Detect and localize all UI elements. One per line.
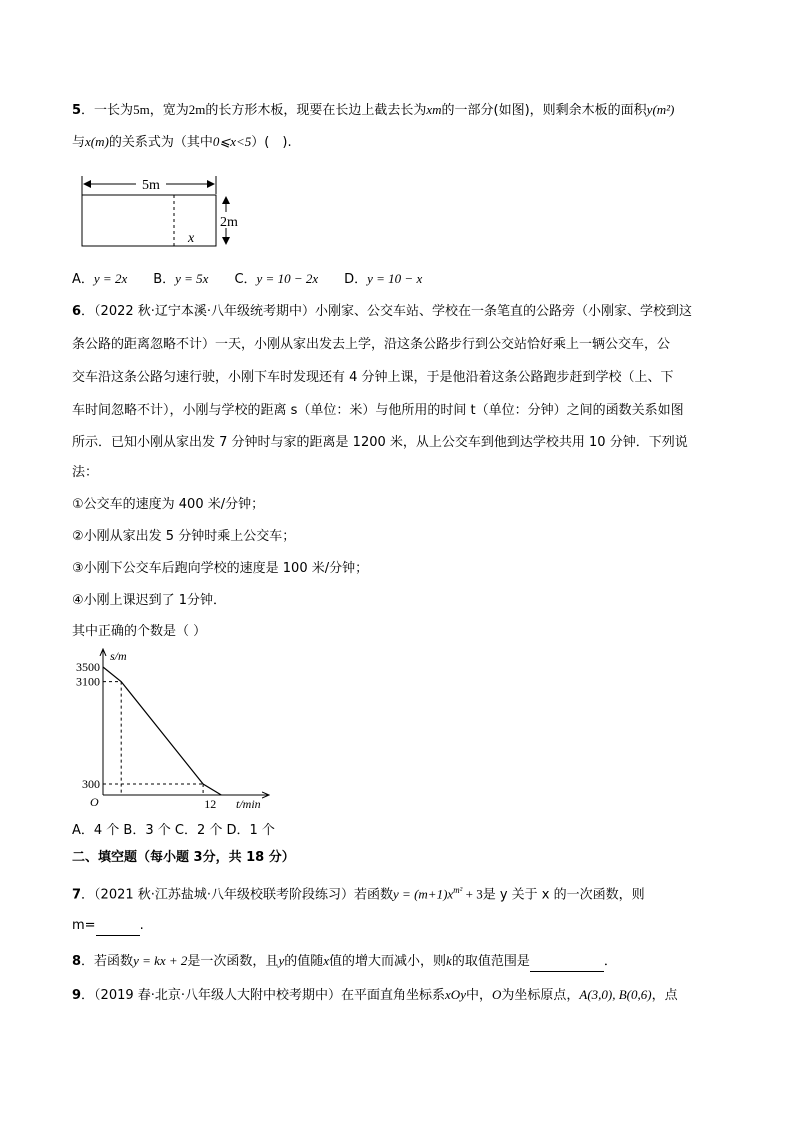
q5-board-figure	[76, 170, 246, 252]
q6-line1: 6．（2022 秋·辽宁本溪·八年级统考期中）小刚家、公交车站、学校在一条笔直的公路旁（小刚家、学校到这	[72, 304, 693, 319]
q6-number: 6	[72, 304, 82, 319]
q5-line1: 5．一长为5m，宽为2m的长方形木板，现要在长边上截去长为xm的一部分(如图)，则剩余木板的面积y(m²)	[72, 102, 675, 118]
q5-option-c[interactable]: C．y = 10 − 2x	[234, 271, 319, 287]
length-label: 5m	[142, 178, 160, 193]
board-rect	[82, 195, 216, 246]
q7-line2: m= .	[72, 916, 144, 936]
y-axis-label: s/m	[110, 649, 127, 663]
x-label: x	[188, 231, 195, 246]
y-tick-300: 300	[82, 777, 100, 792]
q7-answer-blank[interactable]	[96, 921, 140, 936]
q6-line5: 所示．已知小刚从家出发 7 分钟时与家的距离是 1200 米，从上公交车到他到达学校共用 10 分钟．下列说	[72, 435, 688, 450]
q6-statement-3: ③小刚下公交车后跑向学校的速度是 100 米/分钟；	[72, 561, 369, 576]
q6-line2: 条公路的距离忽略不计）一天，小刚从家出发去上学，沿这条公路步行到公交站恰好乘上一辆公交车，公	[72, 337, 671, 352]
q9-line: 9．（2019 春·北京·八年级人大附中校考期中）在平面直角坐标系xOy中，O为坐标原点，A(3,0), B(0,6)，点	[72, 987, 678, 1003]
x-tick-12: 12	[204, 797, 217, 811]
q6-distance-time-chart	[70, 646, 280, 816]
q8-line: 8．若函数y = kx + 2是一次函数，且y的值随x值的增大而减小，则k的取值范围是 ．	[72, 951, 617, 972]
q5-line2: 与x(m)的关系式为（其中0⩽x<5）( ).	[72, 134, 292, 150]
q5-number: 5	[72, 103, 82, 118]
q7-number: 7	[72, 887, 82, 903]
q6-prompt: 其中正确的个数是（ ）	[72, 624, 207, 639]
q6-line3: 交车沿这条公路匀速行驶，小刚下车时发现还有 4 分钟上课，于是他沿着这条公路跑步赶到学校（上、下	[72, 370, 674, 385]
x-axis-label: t/min	[236, 797, 261, 811]
q8-answer-blank[interactable]	[530, 957, 604, 972]
width-label: 2m	[220, 215, 238, 230]
q6-statement-1: ①公交车的速度为 400 米/分钟；	[72, 497, 265, 512]
q6-statement-2: ②小刚从家出发 5 分钟时乘上公交车；	[72, 529, 296, 544]
q5-option-d[interactable]: D．y = 10 − x	[344, 271, 423, 287]
y-tick-3100: 3100	[76, 674, 100, 689]
q6-statement-4: ④小刚上课迟到了 1分钟．	[72, 593, 227, 608]
q6-line4: 车时间忽略不计），小刚与学校的距离 s（单位：米）与他所用的时间 t（单位：分钟）之间的函数关系如图	[72, 403, 684, 418]
q9-number: 9	[72, 988, 82, 1003]
q5-option-a[interactable]: A．y = 2x	[72, 271, 128, 287]
q6-options: A．4 个 B．3 个 C．2 个 D．1 个	[72, 823, 275, 838]
section-2-heading: 二、填空题（每小题 3分，共 18 分）	[72, 850, 295, 865]
q5-option-b[interactable]: B．y = 5x	[153, 271, 209, 287]
origin-label: O	[90, 795, 99, 809]
q8-number: 8	[72, 954, 82, 969]
y-tick-3500: 3500	[76, 660, 100, 675]
q7-line1: 7．（2021 秋·江苏盐城·八年级校联考阶段练习）若函数$y = (m+1)x^{m^2} + 3$是 y 关于 x 的一次函数，则	[72, 885, 645, 903]
q6-line6: 法：	[72, 465, 99, 480]
q5-options	[72, 269, 448, 290]
